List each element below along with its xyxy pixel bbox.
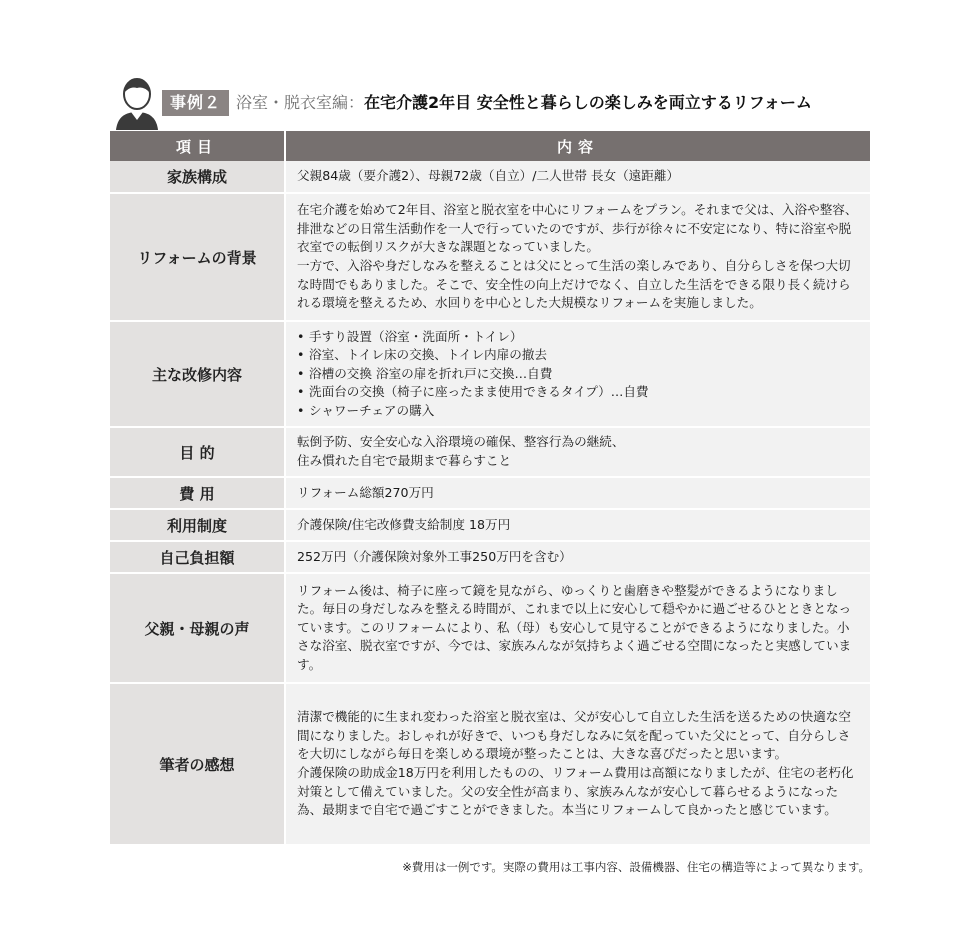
- row-label: 自己負担額: [110, 541, 285, 573]
- row-label: 目 的: [110, 427, 285, 477]
- row-label: 利用制度: [110, 509, 285, 541]
- cost-footnote: ※費用は一例です。実際の費用は工事内容、設備機器、住宅の構造等によって異なります。: [402, 860, 870, 874]
- row-label: 費 用: [110, 477, 285, 509]
- table-row-voice: [110, 573, 870, 683]
- list-item: • 手すり設置（浴室・洗面所・トイレ）: [297, 328, 860, 347]
- row-text: 在宅介護を始めて2年目、浴室と脱衣室を中心にリフォームをプラン。それまで父は、入浴や整容、排泄などの日常生活動作を一人で行っていたのですが、歩行が徐々に不安定になり、特に浴室や脱衣室での転倒リスクが大きな課題となっていました。 一方で、入浴や身だしなみを整えることは父にとって生活の楽しみであり、自分らしさを保つ大切な時間でもありました。そこで、安全性の向上だけでなく、自立した生活をできる限り長く続けられる環境を整えるため、水回りを中心とした大規模なリフォームを実施しました。: [297, 202, 858, 311]
- table-header-row: [110, 131, 870, 161]
- table-row-cost: [110, 477, 870, 509]
- list-item: • シャワーチェアの購入: [297, 402, 860, 421]
- table-row-background: [110, 193, 870, 321]
- row-label: 家族構成: [110, 161, 285, 193]
- row-label: 父親・母親の声: [110, 573, 285, 683]
- row-content: [285, 509, 870, 541]
- row-content: [285, 683, 870, 845]
- person-avatar-icon: [114, 76, 160, 130]
- row-text: 転倒予防、安全安心な入浴環境の確保、整容行為の継続、 住み慣れた自宅で最期まで暮らすこと: [297, 434, 625, 468]
- row-label: 筆者の感想: [110, 683, 285, 845]
- row-content: [285, 321, 870, 427]
- table-row-self-pay: [110, 541, 870, 573]
- row-text: 介護保険/住宅改修費支給制度 18万円: [297, 516, 511, 532]
- table-row-system: [110, 509, 870, 541]
- row-content: [285, 541, 870, 573]
- row-content: [285, 477, 870, 509]
- case-badge: 事例２: [162, 90, 229, 116]
- row-text: 252万円（介護保険対象外工事250万円を含む）: [297, 548, 572, 564]
- list-item: • 洗面台の交換（椅子に座ったまま使用できるタイプ）…自費: [297, 383, 860, 402]
- column-header-item: 項目: [110, 131, 285, 161]
- row-content: [285, 193, 870, 321]
- row-text: リフォーム後は、椅子に座って鏡を見ながら、ゆっくりと歯磨きや整髪ができるようになりました。毎日の身だしなみを整える時間が、これまで以上に安心して穏やかに過ごせるひとときとなっています。このリフォームにより、私（母）も安心して見守ることができるようになりました。小さな浴室、脱衣室ですが、今では、家族みんなが気持ちよく過ごせる空間になったと実感しています。: [297, 582, 852, 672]
- row-text: リフォーム総額270万円: [297, 484, 434, 500]
- row-text: 父親84歳（要介護2）、母親72歳（自立）/二人世帯 長女（遠距離）: [297, 168, 680, 184]
- row-content: [285, 573, 870, 683]
- list-item: • 浴槽の交換 浴室の扉を折れ戸に交換…自費: [297, 365, 860, 384]
- table-row-purpose: [110, 427, 870, 477]
- table-row-family: [110, 161, 870, 193]
- title-main: 在宅介護2年目 安全性と暮らしの楽しみを両立するリフォーム: [364, 93, 812, 112]
- title-category: 浴室・脱衣室編：: [236, 93, 365, 112]
- row-content: [285, 161, 870, 193]
- row-text: 清潔で機能的に生まれ変わった浴室と脱衣室は、父が安心して自立した生活を送るための快適な空間になりました。おしゃれが好きで、いつも身だしなみに気を配っていた父にとって、自分らしさを大切にしながら毎日を楽しめる環境が整ったことは、大きな喜びだったと思います。 介護保険の助成金18万円を利用したものの、リフォーム費用は高額になりましたが、住宅の老朽化対策として備えていました。父の安全性が高まり、家族みんなが安心して暮らせるようになった為、最期まで自宅で過ごすことができました。本当にリフォームして良かったと感じています。: [297, 709, 854, 818]
- case-table: [110, 131, 870, 846]
- table-row-renovation: [110, 321, 870, 427]
- row-content: [285, 427, 870, 477]
- case-header: [110, 76, 870, 130]
- page-title: [236, 93, 812, 113]
- column-header-content: 内容: [285, 131, 870, 161]
- list-item: • 浴室、トイレ床の交換、トイレ内扉の撤去: [297, 346, 860, 365]
- row-label: 主な改修内容: [110, 321, 285, 427]
- row-label: リフォームの背景: [110, 193, 285, 321]
- renovation-list: [297, 328, 860, 421]
- table-row-impression: [110, 683, 870, 845]
